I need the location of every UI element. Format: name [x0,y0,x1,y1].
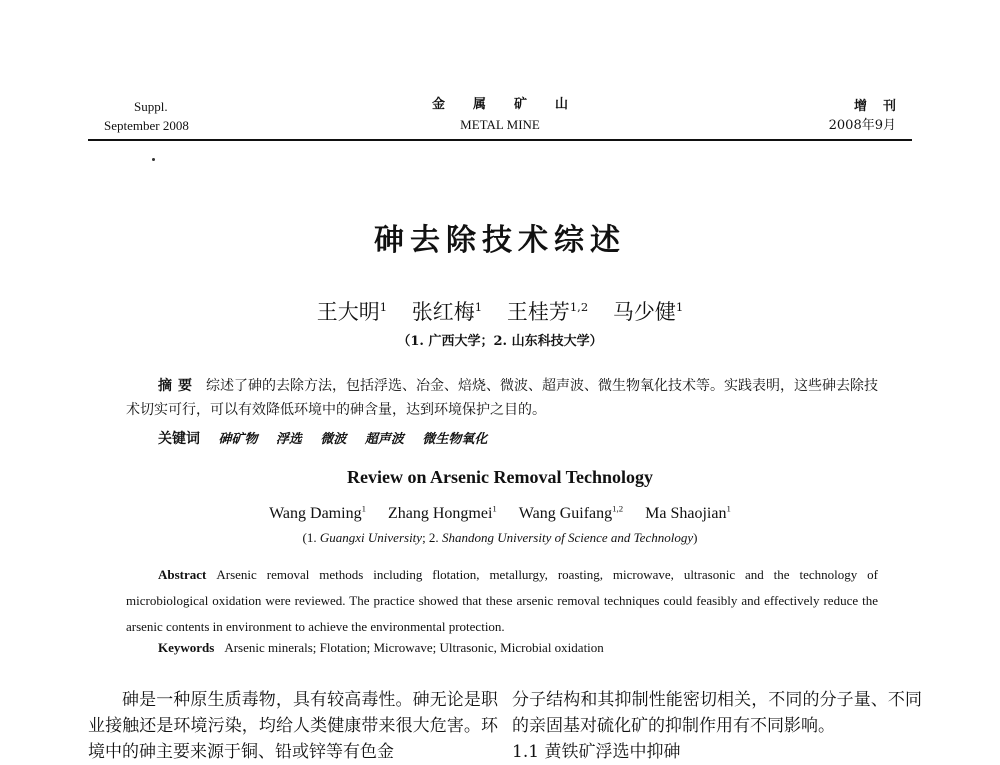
supplement-label-cn: 增刊 [853,99,912,114]
body-paragraph: 分子结构和其抑制性能密切相关，不同的分子量、不同的亲固基对硫化矿的抑制作用有不同影响。 [512,690,922,736]
abstract-label-en: Abstract [158,567,207,582]
running-header-right [828,97,912,135]
affiliations-en: (1. Guangxi University; 2. Shandong University of Science and Technology) [302,530,698,545]
article-title-en: Review on Arsenic Removal Technology [347,467,653,487]
author-list-en [0,504,1000,523]
abstract-text-en: Arsenic removal methods including flotation, metallurgy, roasting, microwave, ultrasonic and the technology of microbiological oxidation were reviewed. The practice showed that these arsenic removal techniques could feasibly and effectively reduce the arsenic contents in environment to achieve the environmental protection. [126,567,878,634]
affiliation-institution: Guangxi University [319,530,423,545]
header-divider [88,139,912,141]
abstract-en [126,562,878,640]
abstract-text-cn: 综述了砷的去除方法，包括浮选、冶金、焙烧、微波、超声波、微生物氧化技术等。实践表明，这些砷去除技术切实可行，可以有效降低环境中的砷含量，达到环境保护之目的。 [126,378,878,418]
keywords-en [158,640,604,656]
keyword-cn: 浮选 [275,432,302,447]
issue-date-en: September 2008 [104,118,189,133]
supplement-label: Suppl. [134,99,168,114]
keywords-text-en: Arsenic minerals; Flotation; Microwave; Ultrasonic, Microbial oxidation [224,640,604,655]
affiliation-institution: Shandong University of Science and Technology [441,530,694,545]
keyword-cn: 微生物氧化 [422,432,488,447]
issue-date-cn: 2008年9月 [828,118,896,133]
keywords-cn [158,428,501,448]
author-en: Wang Daming$^1$ [269,504,366,523]
abstract-label-cn: 摘要 [158,378,198,394]
author-en: Ma Shaojian$^1$ [645,504,731,523]
running-header-left [104,97,189,135]
keyword-cn: 微波 [320,432,347,447]
body-column-left: 砷是一种原生质毒物，具有较高毒性。砷无论是职业接触还是环境污染，均给人类健康带来很大危害。环境中的砷主要来源于铜、铅或锌等有色金 [88,690,498,762]
journal-name-cn: 金属矿山 [431,97,596,112]
keyword-cn: 砷矿物 [218,432,258,447]
author-cn: 马少健$^1$ [612,300,684,324]
author-en: Wang Guifang$^{1,2}$ [518,504,624,523]
abstract-cn [126,374,886,422]
body-column-right [512,687,922,765]
author-cn: 张红梅$^1$ [411,300,483,324]
keywords-label-cn: 关键词 [158,431,200,447]
affiliations-cn: （1. 广西大学；2. 山东科技大学） [397,334,603,349]
author-list-cn [0,296,1000,326]
journal-name-en: METAL MINE [460,117,540,132]
author-cn: 王桂芳$^{1,2}$ [506,300,589,324]
article-title-cn: 砷去除技术综述 [374,223,626,258]
author-cn: 王大明$^1$ [316,300,388,324]
keyword-cn: 超声波 [364,432,404,447]
scan-speck [152,158,155,161]
author-en: Zhang Hongmei$^1$ [387,504,497,523]
keywords-label-en: Keywords [158,640,215,655]
running-header-center [400,95,600,135]
section-heading: 1.1 黄铁矿浮选中抑砷 [512,742,681,762]
